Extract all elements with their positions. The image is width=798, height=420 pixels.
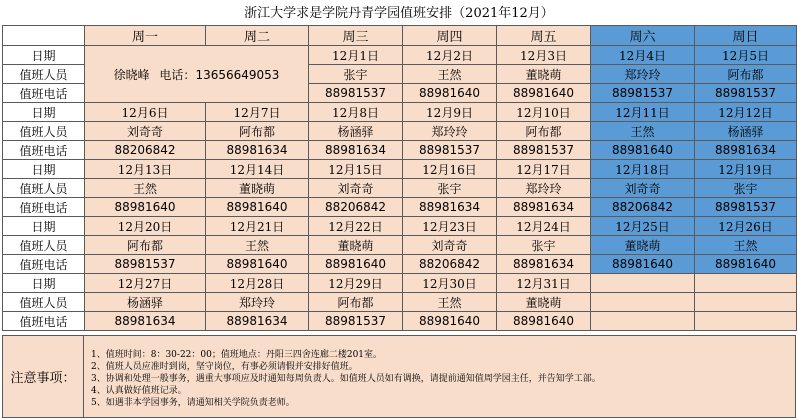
phone-cell: 88206842 xyxy=(85,141,206,160)
empty-cell xyxy=(591,274,695,293)
sheet-title: 浙江大学求是学院丹青学园值班安排（2021年12月） xyxy=(244,6,554,21)
phone-cell: 88981640 xyxy=(206,198,309,217)
row-label-phone: 值班电话 xyxy=(3,255,85,274)
phone-cell: 88981634 xyxy=(497,255,591,274)
person-cell: 王然 xyxy=(591,122,695,141)
row-label-person: 值班人员 xyxy=(3,65,85,84)
note-item: 4、认真做好值班记录。 xyxy=(91,386,187,396)
person-cell: 杨涵驿 xyxy=(695,122,797,141)
phone-cell: 88981640 xyxy=(309,255,403,274)
person-cell: 刘奇奇 xyxy=(403,236,497,255)
schedule-table xyxy=(2,25,797,331)
week5-person-row xyxy=(3,293,797,312)
date-cell: 12月12日 xyxy=(695,103,797,122)
phone-cell: 88981634 xyxy=(85,312,206,331)
row-label-date: 日期 xyxy=(3,217,85,236)
note-item: 2、值班人员应准时到岗，坚守岗位，有事必须请假并安排好值班。 xyxy=(91,362,358,372)
date-cell: 12月1日 xyxy=(309,46,403,65)
empty-cell xyxy=(695,312,797,331)
date-cell: 12月28日 xyxy=(206,274,309,293)
phone-cell: 88206842 xyxy=(309,198,403,217)
person-cell: 张宇 xyxy=(497,236,591,255)
person-cell: 刘奇奇 xyxy=(85,122,206,141)
week4-date-row xyxy=(3,217,797,236)
header-fri: 周五 xyxy=(497,26,591,46)
phone-cell: 88206842 xyxy=(591,198,695,217)
date-cell: 12月19日 xyxy=(695,160,797,179)
person-cell: 郑玲玲 xyxy=(403,122,497,141)
phone-cell: 88981537 xyxy=(695,198,797,217)
row-label-phone: 值班电话 xyxy=(3,312,85,331)
date-cell: 12月13日 xyxy=(85,160,206,179)
week3-date-row xyxy=(3,160,797,179)
person-cell: 张宇 xyxy=(309,65,403,84)
date-cell: 12月22日 xyxy=(309,217,403,236)
person-cell: 阿布都 xyxy=(695,65,797,84)
notes-section xyxy=(2,335,796,418)
row-label-person: 值班人员 xyxy=(3,179,85,198)
header-sat: 周六 xyxy=(591,26,695,46)
week4-person-row xyxy=(3,236,797,255)
date-cell: 12月16日 xyxy=(403,160,497,179)
person-cell: 阿布都 xyxy=(206,122,309,141)
empty-cell xyxy=(695,274,797,293)
phone-cell: 88981537 xyxy=(309,312,403,331)
phone-cell: 88981640 xyxy=(403,312,497,331)
person-cell: 杨涵驿 xyxy=(309,122,403,141)
empty-cell xyxy=(591,293,695,312)
phone-cell: 88981640 xyxy=(497,84,591,103)
date-cell: 12月3日 xyxy=(497,46,591,65)
person-cell: 董晓萌 xyxy=(206,179,309,198)
person-cell: 张宇 xyxy=(695,179,797,198)
phone-cell: 88981634 xyxy=(695,141,797,160)
note-item: 3、协调和处理一般事务，遇重大事项应及时通知每周负责人。如值班人员如有调换，请提前通知值周学园主任，并告知学工部。 xyxy=(91,374,601,384)
notes-label: 注意事项： xyxy=(3,336,84,417)
person-cell: 王然 xyxy=(695,236,797,255)
person-cell: 王然 xyxy=(206,236,309,255)
phone-cell: 88981640 xyxy=(85,198,206,217)
date-cell: 12月29日 xyxy=(309,274,403,293)
person-cell: 阿布都 xyxy=(309,293,403,312)
person-cell: 张宇 xyxy=(403,179,497,198)
person-cell: 刘奇奇 xyxy=(309,179,403,198)
week2-phone-row xyxy=(3,141,797,160)
row-label-date: 日期 xyxy=(3,103,85,122)
merged-phone-label: 电话： xyxy=(159,67,196,82)
week4-phone-row xyxy=(3,255,797,274)
note-item: 5、如遇非本学园事务，请通知相关学院负责老师。 xyxy=(91,398,295,408)
phone-cell: 88206842 xyxy=(403,255,497,274)
phone-cell: 88981634 xyxy=(309,141,403,160)
person-cell: 董晓萌 xyxy=(497,293,591,312)
full-weeks-body xyxy=(3,103,797,274)
date-cell: 12月15日 xyxy=(309,160,403,179)
merged-phone: 13656649053 xyxy=(195,67,280,82)
person-cell: 王然 xyxy=(85,179,206,198)
phone-cell: 88981634 xyxy=(206,312,309,331)
empty-cell xyxy=(695,293,797,312)
notes-list xyxy=(91,349,601,409)
phone-cell: 88981634 xyxy=(403,198,497,217)
date-cell: 12月6日 xyxy=(85,103,206,122)
phone-cell: 88981537 xyxy=(403,141,497,160)
date-cell: 12月20日 xyxy=(85,217,206,236)
date-cell: 12月27日 xyxy=(85,274,206,293)
note-item: 1、值班时间：8：30-22：00；值班地点：丹阳三四舍连廊二楼201室。 xyxy=(91,350,383,360)
header-wed: 周三 xyxy=(309,26,403,46)
phone-cell: 88981537 xyxy=(309,84,403,103)
row-label-person: 值班人员 xyxy=(3,236,85,255)
phone-cell: 88981634 xyxy=(206,141,309,160)
phone-cell: 88981640 xyxy=(591,141,695,160)
person-cell: 董晓萌 xyxy=(497,65,591,84)
date-cell: 12月8日 xyxy=(309,103,403,122)
row-label-date: 日期 xyxy=(3,46,85,65)
date-cell: 12月10日 xyxy=(497,103,591,122)
person-cell: 王然 xyxy=(403,65,497,84)
weekday-header-row xyxy=(3,26,797,46)
phone-cell: 88981537 xyxy=(85,255,206,274)
person-cell: 阿布都 xyxy=(85,236,206,255)
date-cell: 12月30日 xyxy=(403,274,497,293)
row-label-person: 值班人员 xyxy=(3,122,85,141)
row-label-phone: 值班电话 xyxy=(3,141,85,160)
phone-cell: 88981640 xyxy=(591,255,695,274)
person-cell: 郑玲玲 xyxy=(591,65,695,84)
date-cell: 12月21日 xyxy=(206,217,309,236)
phone-cell: 88981640 xyxy=(497,312,591,331)
corner-cell xyxy=(3,26,85,46)
week3-person-row xyxy=(3,179,797,198)
date-cell: 12月17日 xyxy=(497,160,591,179)
person-cell: 董晓萌 xyxy=(591,236,695,255)
date-cell: 12月18日 xyxy=(591,160,695,179)
week1-date-row xyxy=(3,46,797,65)
header-thu: 周四 xyxy=(403,26,497,46)
person-cell: 董晓萌 xyxy=(309,236,403,255)
date-cell: 12月5日 xyxy=(695,46,797,65)
phone-cell: 88981537 xyxy=(591,84,695,103)
row-label-phone: 值班电话 xyxy=(3,198,85,217)
week1-merged-cell xyxy=(85,46,309,103)
phone-cell: 88981640 xyxy=(695,255,797,274)
phone-cell: 88981640 xyxy=(206,255,309,274)
date-cell: 12月25日 xyxy=(591,217,695,236)
header-tue: 周二 xyxy=(206,26,309,46)
week5-body xyxy=(3,274,797,331)
phone-cell: 88981537 xyxy=(695,84,797,103)
week2-date-row xyxy=(3,103,797,122)
date-cell: 12月11日 xyxy=(591,103,695,122)
date-cell: 12月31日 xyxy=(497,274,591,293)
week5-date-row xyxy=(3,274,797,293)
date-cell: 12月9日 xyxy=(403,103,497,122)
person-cell: 郑玲玲 xyxy=(206,293,309,312)
person-cell: 郑玲玲 xyxy=(497,179,591,198)
person-cell: 王然 xyxy=(403,293,497,312)
phone-cell: 88981640 xyxy=(403,84,497,103)
date-cell: 12月24日 xyxy=(497,217,591,236)
row-label-date: 日期 xyxy=(3,274,85,293)
row-label-date: 日期 xyxy=(3,160,85,179)
person-cell: 刘奇奇 xyxy=(591,179,695,198)
week5-phone-row xyxy=(3,312,797,331)
phone-cell: 88981537 xyxy=(497,141,591,160)
row-label-person: 值班人员 xyxy=(3,293,85,312)
phone-cell: 88981634 xyxy=(497,198,591,217)
date-cell: 12月26日 xyxy=(695,217,797,236)
date-cell: 12月7日 xyxy=(206,103,309,122)
merged-person: 徐晓峰 xyxy=(113,67,150,82)
header-sun: 周日 xyxy=(695,26,797,46)
header-mon: 周一 xyxy=(85,26,206,46)
date-cell: 12月4日 xyxy=(591,46,695,65)
row-label-phone: 值班电话 xyxy=(3,84,85,103)
date-cell: 12月14日 xyxy=(206,160,309,179)
week2-person-row xyxy=(3,122,797,141)
week3-phone-row xyxy=(3,198,797,217)
person-cell: 阿布都 xyxy=(497,122,591,141)
person-cell: 杨涵驿 xyxy=(85,293,206,312)
empty-cell xyxy=(591,312,695,331)
date-cell: 12月2日 xyxy=(403,46,497,65)
date-cell: 12月23日 xyxy=(403,217,497,236)
